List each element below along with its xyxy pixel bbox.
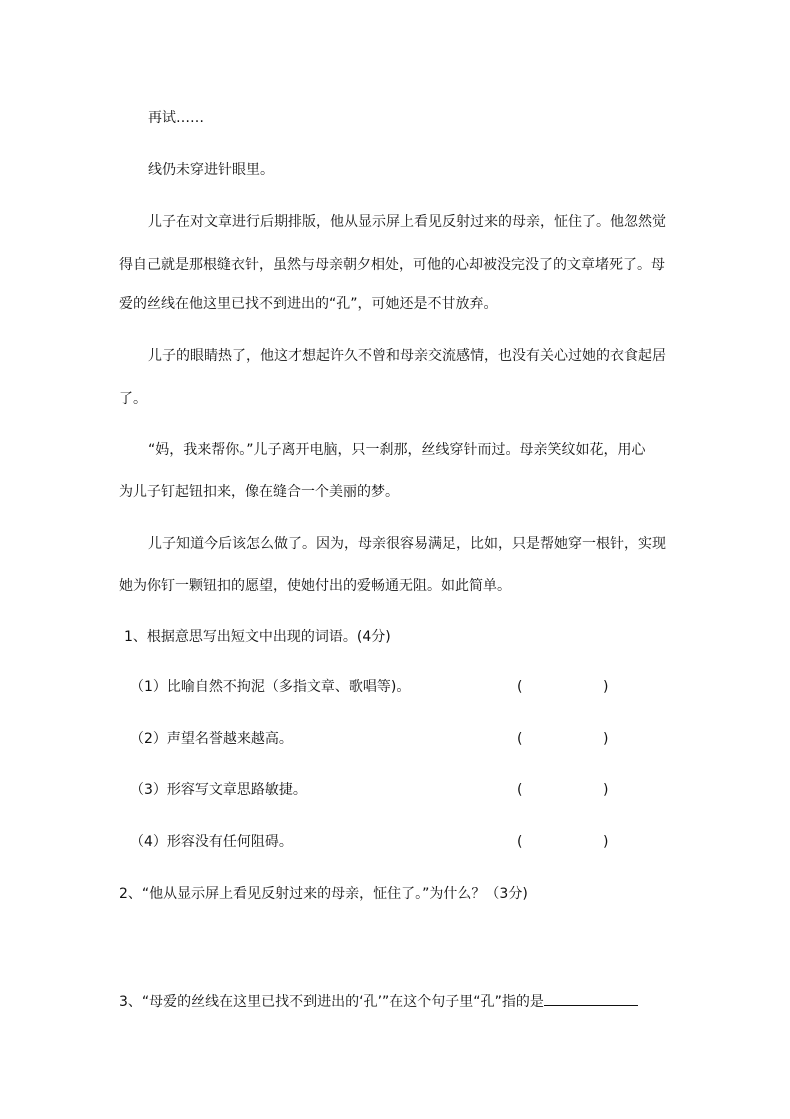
paragraph-eyes-line-1: 儿子的眼睛热了，他这才想起许久不曾和母亲交流感情，也没有关心过她的衣食起居 xyxy=(148,348,666,364)
answer-open-paren: ( xyxy=(517,679,523,695)
question-3 xyxy=(119,989,638,1012)
answer-blank[interactable] xyxy=(544,989,638,1006)
paragraph-eyes-line-2: 了。 xyxy=(119,391,147,407)
paragraph-knows-line-2: 她为你钉一颗钮扣的愿望，使她付出的爱畅通无阻。如此简单。 xyxy=(119,578,511,594)
answer-close-paren: ) xyxy=(603,731,609,747)
paragraph-knows-line-1: 儿子知道今后该怎么做了。因为，母亲很容易满足，比如，只是帮她穿一根针，实现 xyxy=(148,536,666,552)
paragraph-retry: 再试…… xyxy=(148,110,204,126)
question-1-item-4: （4）形容没有任何阻碍。 xyxy=(130,834,293,850)
paragraph-mom-line-1: “妈，我来帮你。”儿子离开电脑，只一刹那，丝线穿针而过。母亲笑纹如花，用心 xyxy=(148,442,646,458)
paragraph-mom-line-2: 为儿子钉起钮扣来，像在缝合一个美丽的梦。 xyxy=(119,484,399,500)
paragraph-son-line-3: 爱的丝线在他这里已找不到进出的“孔”，可她还是不甘放弃。 xyxy=(119,296,498,312)
answer-close-paren: ) xyxy=(603,834,609,850)
question-3-text: 3、“母爱的丝线在这里已找不到进出的‘孔’”在这个句子里“孔”指的是 xyxy=(119,994,544,1010)
answer-close-paren: ) xyxy=(603,679,609,695)
question-1-item-1: （1）比喻自然不拘泥（多指文章、歌唱等)。 xyxy=(130,679,411,695)
question-1: 1、根据意思写出短文中出现的词语。(4分) xyxy=(124,629,391,645)
answer-open-paren: ( xyxy=(517,782,523,798)
paragraph-thread: 线仍未穿进针眼里。 xyxy=(148,162,274,178)
answer-open-paren: ( xyxy=(517,731,523,747)
question-2: 2、“他从显示屏上看见反射过来的母亲，怔住了。”为什么？（3分) xyxy=(119,886,528,902)
paragraph-son-line-1: 儿子在对文章进行后期排版，他从显示屏上看见反射过来的母亲，怔住了。他忽然觉 xyxy=(148,214,666,230)
answer-close-paren: ) xyxy=(603,782,609,798)
question-1-item-2: （2）声望名誉越来越高。 xyxy=(130,731,293,747)
paragraph-son-line-2: 得自己就是那根缝衣针，虽然与母亲朝夕相处，可他的心却被没完没了的文章堵死了。母 xyxy=(119,257,665,273)
question-1-item-3: （3）形容写文章思路敏捷。 xyxy=(130,782,307,798)
answer-open-paren: ( xyxy=(517,834,523,850)
